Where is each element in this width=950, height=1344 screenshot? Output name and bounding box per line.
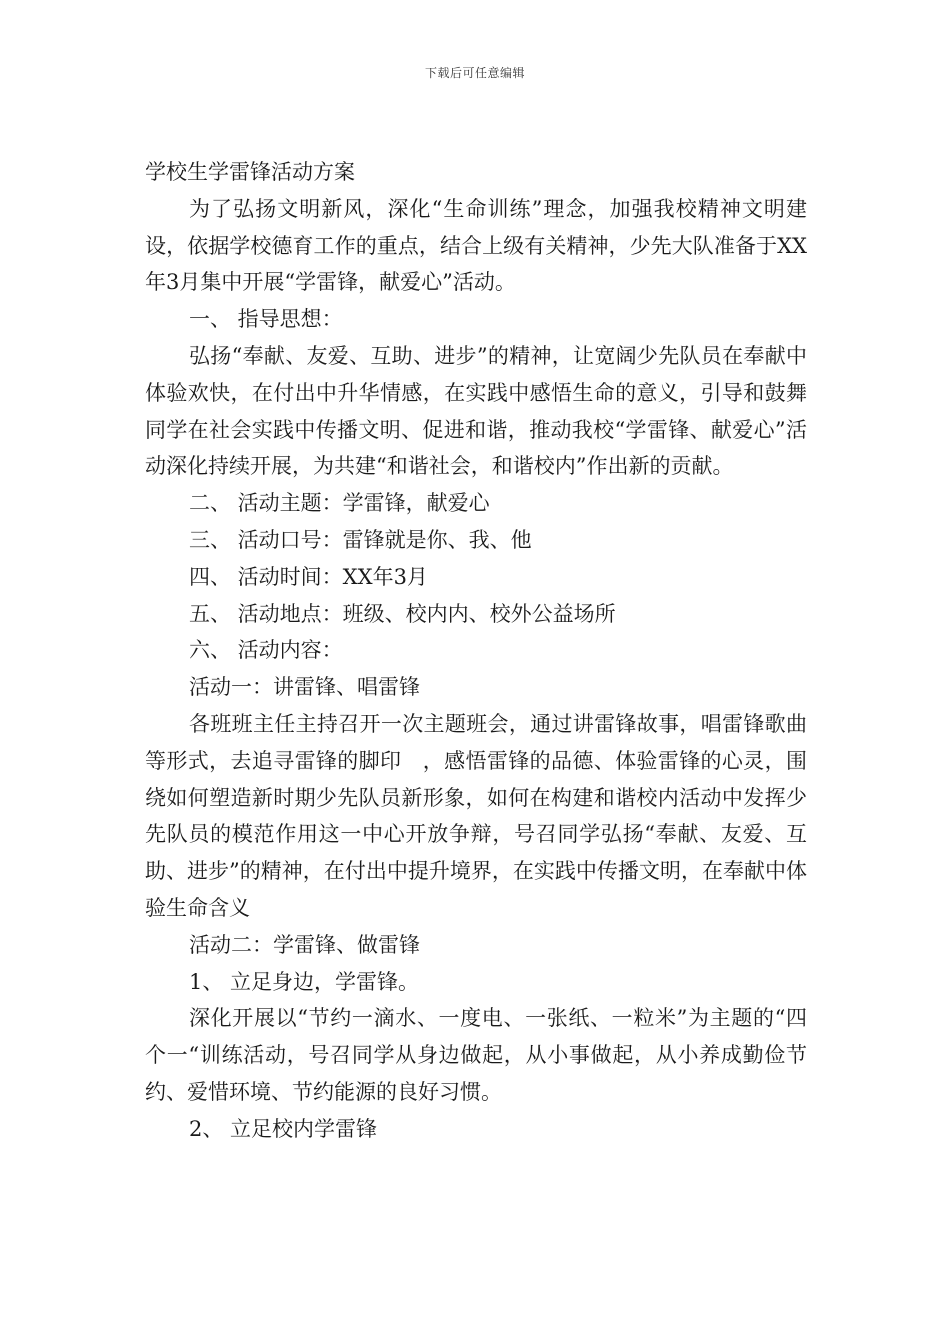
section-activity-slogan: 三、 活动口号：雷锋就是你、我、他 xyxy=(189,527,532,552)
document-title: 学校生学雷锋活动方案 xyxy=(145,160,355,184)
header-note: 下载后可任意编辑 xyxy=(424,66,525,80)
document-body xyxy=(145,154,807,1148)
subheading-activity-one: 活动一：讲雷锋、唱雷锋 xyxy=(189,675,420,700)
paragraph-item-1: 深化开展以“节约一滴水、一度电、一张纸、一粒米”为主题的“四个一“训练活动，号召同学从身边做起，从小事做起，从小养成勤俭节约、爱惜环境、节约能源的良好习惯。 xyxy=(145,1006,807,1104)
section-heading-activity-content: 六、 活动内容： xyxy=(189,638,343,663)
section-activity-time: 四、 活动时间：XX年3月 xyxy=(189,564,428,589)
paragraph-intro: 为了弘扬文明新风，深化“生命训练”理念，加强我校精神文明建设，依据学校德育工作的重点，结合上级有关精神，少先大队准备于XX年3月集中开展“学雷锋，献爱心”活动。 xyxy=(145,196,807,295)
section-heading-guiding-idea: 一、 指导思想： xyxy=(189,307,343,332)
item-heading-2: 2、 立足校内学雷锋 xyxy=(189,1116,378,1141)
paragraph-guiding-idea: 弘扬“奉献、友爱、互助、进步”的精神，让宽阔少先队员在奉献中体验欢快，在付出中升华情感，在实践中感悟生命的意义，引导和鼓舞同学在社会实践中传播文明、促进和谐，推动我校“学雷锋、献爱心”活动深化持续开展，为共建“和谐社会，和谐校内”作出新的贡献。 xyxy=(145,343,807,479)
section-activity-location: 五、 活动地点：班级、校内内、校外公益场所 xyxy=(189,601,616,626)
paragraph-activity-one: 各班班主任主持召开一次主题班会，通过讲雷锋故事，唱雷锋歌曲等形式，去追寻雷锋的脚印 ，感悟雷锋的品德、体验雷锋的心灵，围绕如何塑造新时期少先队员新形象，如何在构建和谐校内活动中发挥少先队员的模范作用这一中心开放争辩，号召同学弘扬“奉献、友爱、互助、进步”的精神，在付出中提升境界，在实践中传播文明，在奉献中体验生命含义 xyxy=(145,711,807,920)
item-heading-1: 1、 立足身边，学雷锋。 xyxy=(189,969,420,994)
subheading-activity-two: 活动二：学雷锋、做雷锋 xyxy=(189,932,420,957)
section-activity-theme: 二、 活动主题：学雷锋，献爱心 xyxy=(189,491,490,516)
